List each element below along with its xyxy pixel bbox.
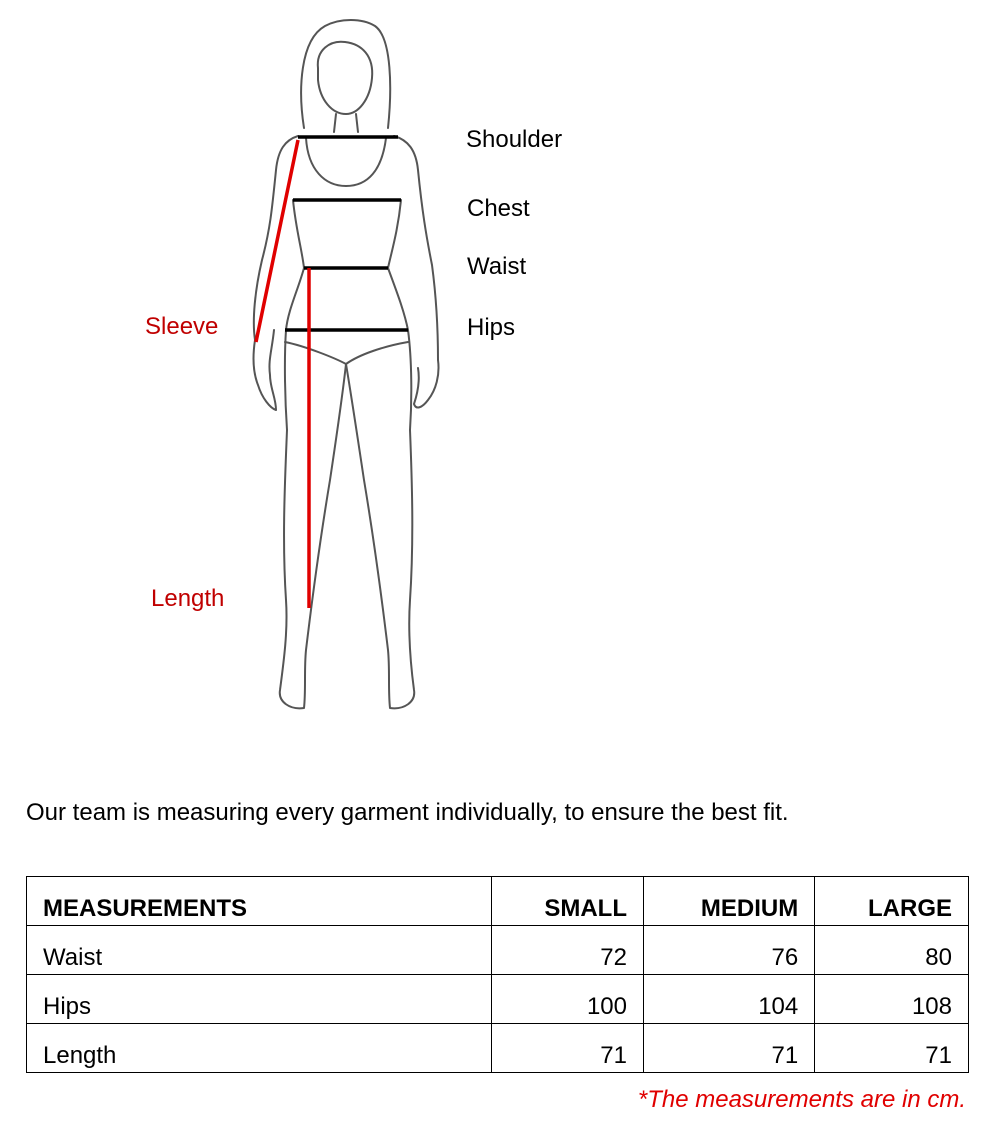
table-header-row — [27, 877, 969, 926]
header-small: SMALL — [492, 877, 644, 926]
header-large: LARGE — [815, 877, 969, 926]
cell-medium: 104 — [643, 975, 814, 1024]
length-label: Length — [151, 585, 225, 612]
row-label: Length — [27, 1024, 492, 1073]
cell-small: 71 — [492, 1024, 644, 1073]
cell-large: 80 — [815, 926, 969, 975]
chest-label: Chest — [467, 195, 530, 222]
cell-small: 72 — [492, 926, 644, 975]
hips-label: Hips — [467, 314, 516, 341]
table-row — [27, 975, 969, 1024]
waist-label: Waist — [467, 253, 527, 280]
header-measurements: MEASUREMENTS — [27, 877, 492, 926]
row-label: Waist — [27, 926, 492, 975]
sleeve-label: Sleeve — [145, 313, 219, 340]
row-label: Hips — [27, 975, 492, 1024]
sleeve-line — [256, 140, 298, 342]
table-row — [27, 926, 969, 975]
header-medium: MEDIUM — [643, 877, 814, 926]
cell-large: 71 — [815, 1024, 969, 1073]
units-note: *The measurements are in cm. — [637, 1086, 966, 1113]
table-row — [27, 1024, 969, 1073]
cell-medium: 71 — [643, 1024, 814, 1073]
size-table — [26, 876, 969, 1073]
cell-large: 108 — [815, 975, 969, 1024]
body-outline — [254, 20, 439, 708]
shoulder-label: Shoulder — [466, 126, 563, 153]
intro-text: Our team is measuring every garment individually, to ensure the best fit. — [26, 799, 789, 826]
cell-medium: 76 — [643, 926, 814, 975]
cell-small: 100 — [492, 975, 644, 1024]
